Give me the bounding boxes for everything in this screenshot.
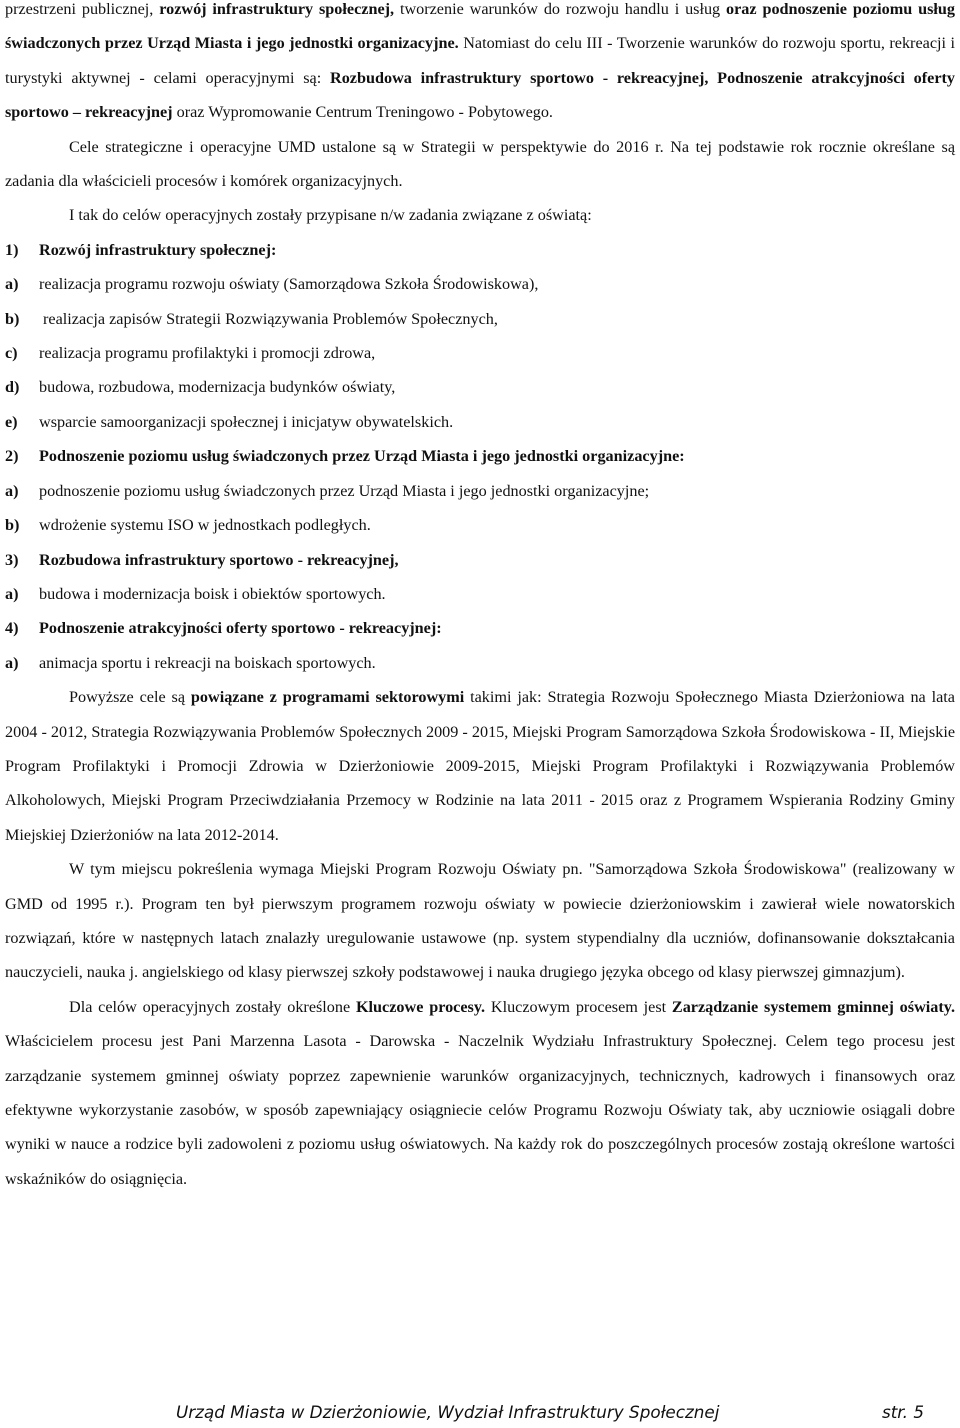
list-item-text: Podnoszenie poziomu usług świadczonych przez Urząd Miasta i jego jednostki organizacyjne: <box>39 447 685 466</box>
list-item-text: realizacja programu profilaktyki i promocji zdrowa, <box>39 344 376 363</box>
document-page <box>5 0 955 1196</box>
list-item <box>5 370 955 404</box>
list-item-label: 2) <box>5 447 19 466</box>
p6-run: Zarządzanie systemem gminnej oświaty. <box>671 997 955 1016</box>
list-item-text: Rozwój infrastruktury społecznej: <box>39 240 277 259</box>
list-item-text: Podnoszenie atrakcyjności oferty sportowo - rekreacyjnej: <box>39 619 442 638</box>
p1-run: Natomiast do celu III - Tworzenie warunków do rozwoju sportu, rekreacji i turystyki aktywnej - celami operacyjnymi są: <box>5 34 955 87</box>
list-item-label: b) <box>5 516 20 535</box>
list-item-text: budowa i modernizacja boisk i obiektów sportowych. <box>39 584 386 603</box>
list-item-text: podnoszenie poziomu usług świadczonych przez Urząd Miasta i jego jednostki organizacyjne; <box>39 481 650 500</box>
list-item <box>5 508 955 542</box>
p1-run: tworzenie warunków do rozwoju handlu i usług <box>394 0 727 18</box>
list-item-label: c) <box>5 344 18 363</box>
paragraph-education-program: W tym miejscu pokreślenia wymaga Miejski Program Rozwoju Oświaty pn. "Samorządowa Szkoła Środowiskowa" (realizowany w GMD od 1995 r.). Program ten był pierwszym programem rozwoju oświaty w powiecie dzierżoniowskim i zawierał wiele nowatorskich rozwiązań, które w następnych latach znalazły uregulowanie ustawowe (np. system stypendialny dla uczniów, dofinansowanie dokształcania nauczycieli, nauka j. angielskiego od klasy pierwszej szkoły podstawowej i nauka drugiego języka obcego od klasy pierwszej gimnazjum). <box>5 860 955 982</box>
list-item-text: wdrożenie systemu ISO w jednostkach podległych. <box>39 516 371 535</box>
p1-run: oraz podnoszenie poziomu usług świadczonych przez Urząd Miasta i jego jednostki organizacyjne. <box>5 0 955 53</box>
list-item <box>5 405 955 439</box>
p6-run: Kluczowe procesy. <box>355 997 486 1016</box>
list-item <box>5 474 955 508</box>
list-item <box>5 233 955 267</box>
p1-run: oraz Wypromowanie Centrum Treningowo - Pobytowego. <box>172 103 553 122</box>
footer-text: Urząd Miasta w Dzierżoniowie, Wydział Infrastruktury Społecznej <box>176 1402 720 1422</box>
page-number: str. 5 <box>881 1402 924 1422</box>
list-item <box>5 543 955 577</box>
list-item-label: d) <box>5 378 20 397</box>
list-item <box>5 302 955 336</box>
list-item <box>5 439 955 473</box>
p4-run: powiązane z programami sektorowymi <box>190 688 465 707</box>
page-footer <box>176 1402 924 1422</box>
paragraph-goals <box>5 0 955 130</box>
list-item <box>5 646 955 680</box>
list-item-label: 3) <box>5 550 19 569</box>
p6-run: Właścicielem procesu jest Pani Marzenna Lasota - Darowska - Naczelnik Wydziału Infrastruktury Społecznej. Celem tego procesu jest zarządzanie systemem gminnej oświaty poprzez zapewnienie warunków organizacyjnych, technicznych, kadrowych i finansowych oraz efektywne wykorzystanie zasobów, w sposób zapewniający osiągniecie celów Programu Rozwoju Oświaty tak, aby uczniowie osiągali dobre wyniki w nauce a rodzice byli zadowoleni z poziomu usług oświatowych. Na każdy rok do poszczególnych procesów zostają określone wartości wskaźników do osiągnięcia. <box>5 1032 955 1188</box>
p1-run: rozwój infrastruktury społecznej, <box>159 0 395 18</box>
list-item <box>5 336 955 370</box>
task-list <box>5 233 955 680</box>
list-item-text: budowa, rozbudowa, modernizacja budynków oświaty, <box>39 378 396 397</box>
list-item <box>5 577 955 611</box>
list-item-label: e) <box>5 412 18 431</box>
list-item-label: 1) <box>5 240 19 259</box>
p1-run: Rozbudowa infrastruktury sportowo - rekreacyjnej, Podnoszenie atrakcyjności oferty sportowo – rekreacyjnej <box>5 68 955 122</box>
list-item <box>5 267 955 301</box>
list-item-label: b) <box>5 309 20 328</box>
list-item <box>5 611 955 645</box>
list-item-text: Rozbudowa infrastruktury sportowo - rekreacyjnej, <box>39 550 399 569</box>
paragraph-sector-programs <box>5 680 955 852</box>
p6-run: Dla celów operacyjnych zostały określone <box>69 997 356 1016</box>
list-item-text: wsparcie samoorganizacji społecznej i inicjatyw obywatelskich. <box>39 412 454 431</box>
list-item-text: animacja sportu i rekreacji na boiskach sportowych. <box>39 653 376 672</box>
p4-run: Powyższe cele są <box>69 688 191 707</box>
p4-run: takimi jak: Strategia Rozwoju Społecznego Miasta Dzierżoniowa na lata 2004 - 2012, Strategia Rozwiązywania Problemów Społecznych 2009 - 2015, Miejski Program Samorządowa Szkoła Środowiskowa - II, Miejskie Program Profilaktyki i Promocji Zdrowia w Dzierżoniowie 2009-2015, Miejski Program Profilaktyki i Rozwiązywania Problemów Alkoholowych, Miejski Program Przeciwdziałania Przemocy w Rodzinie na lata 2011 - 2015 oraz z Programem Wspierania Rodziny Gminy Miejskiej Dzierżoniów na lata 2012-2014. <box>5 688 955 844</box>
list-item-text: realizacja programu rozwoju oświaty (Samorządowa Szkoła Środowiskowa), <box>39 275 539 294</box>
p6-run: Kluczowym procesem jest <box>485 997 672 1016</box>
paragraph-tasks-intro: I tak do celów operacyjnych zostały przypisane n/w zadania związane z oświatą: <box>69 206 592 225</box>
list-item-text: realizacja zapisów Strategii Rozwiązywania Problemów Społecznych, <box>39 309 498 328</box>
list-item-label: a) <box>5 481 19 500</box>
paragraph-strategy: Cele strategiczne i operacyjne UMD ustalone są w Strategii w perspektywie do 2016 r. Na tej podstawie rok rocznie określane są zadania dla właścicieli procesów i komórek organizacyjnych. <box>5 137 955 191</box>
list-item-label: a) <box>5 584 19 603</box>
paragraph-key-processes <box>5 990 955 1196</box>
list-item-label: a) <box>5 653 19 672</box>
p1-run: przestrzeni publicznej, <box>5 0 160 18</box>
list-item-label: a) <box>5 275 19 294</box>
list-item-label: 4) <box>5 619 19 638</box>
